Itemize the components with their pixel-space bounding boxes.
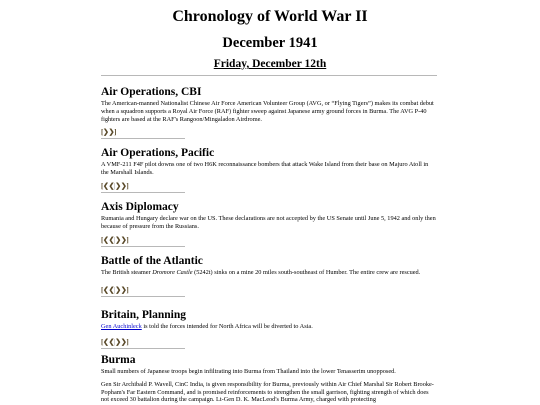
page-subtitle: December 1941 — [222, 35, 318, 51]
section-axis-diplomacy — [101, 201, 437, 247]
section-nav — [101, 286, 437, 294]
section-text — [101, 323, 437, 331]
ship-name: Dromore Castle — [152, 269, 193, 276]
section-air-operations-pacific — [101, 147, 437, 193]
nav-separator: | — [114, 235, 116, 244]
page-title: Chronology of World War II — [172, 8, 368, 25]
nav-bracket-close: ] — [126, 235, 129, 244]
previous-icon[interactable]: ❮❮ — [103, 337, 115, 346]
nav-bracket-close: ] — [114, 128, 117, 137]
nav-bracket-open: [ — [101, 337, 104, 346]
previous-icon[interactable]: ❮❮ — [103, 181, 115, 190]
nav-bracket-open: [ — [101, 128, 104, 137]
section-nav — [101, 236, 437, 244]
nav-bracket-close: ] — [126, 337, 129, 346]
section-heading: Axis Diplomacy — [101, 201, 179, 213]
section-air-operations-cbi — [101, 86, 437, 139]
section-divider — [101, 138, 185, 139]
previous-icon[interactable]: ❮❮ — [103, 235, 115, 244]
previous-icon[interactable]: ❮❮ — [103, 285, 115, 294]
text-after: (5242t) sinks on a mine 20 miles south-southeast of Humber. The entire crew are rescued. — [192, 269, 421, 276]
section-heading: Burma — [101, 354, 136, 366]
auchinleck-link[interactable]: Gen Auchinleck — [101, 323, 142, 330]
section-text — [101, 269, 437, 277]
next-icon[interactable]: ❯❯ — [103, 128, 115, 137]
section-burma — [101, 354, 437, 404]
section-divider — [101, 246, 185, 247]
section-text: A VMF-211 F4F pilot downs one of two H6K reconnaissance bombers that attack Wake Island from their base on Majuro Atoll in the Marshall Islands. — [101, 161, 429, 176]
section-nav — [101, 338, 437, 346]
next-icon[interactable]: ❯❯ — [115, 181, 127, 190]
next-icon[interactable]: ❯❯ — [115, 235, 127, 244]
nav-bracket-close: ] — [126, 181, 129, 190]
nav-bracket-open: [ — [101, 235, 104, 244]
section-heading: Britain, Planning — [101, 309, 186, 321]
nav-bracket-open: [ — [101, 285, 104, 294]
section-text: Small numbers of Japanese troops begin infiltrating into Burma from Thailand into the lower Tenasserim unopposed. — [101, 368, 396, 375]
nav-bracket-open: [ — [101, 181, 104, 190]
next-icon[interactable]: ❯❯ — [115, 337, 127, 346]
section-battle-of-the-atlantic — [101, 255, 437, 297]
section-heading: Air Operations, Pacific — [101, 147, 215, 159]
nav-bracket-close: ] — [126, 285, 129, 294]
section-nav — [101, 182, 437, 190]
top-divider — [101, 75, 437, 76]
section-britain-planning — [101, 309, 437, 349]
date-heading: Friday, December 12th — [213, 58, 327, 70]
section-nav — [101, 128, 437, 136]
section-divider — [101, 296, 185, 297]
section-text: Rumania and Hungary declare war on the US. These declarations are not accepted by the US Senate until June 5, 1942 and only then because of pressure from the Russians. — [101, 215, 436, 230]
nav-separator: | — [114, 337, 116, 346]
nav-separator: | — [114, 285, 116, 294]
text-after: is told the forces intended for North Africa will be diverted to Asia. — [141, 323, 313, 330]
section-heading: Battle of the Atlantic — [101, 255, 203, 267]
section-divider — [101, 192, 185, 193]
nav-separator: | — [114, 181, 116, 190]
section-heading: Air Operations, CBI — [101, 86, 202, 98]
text-before: The British steamer — [101, 269, 153, 276]
section-text-2: Gen Sir Archibald P. Wavell, CinC India, is given responsibility for Burma, previously within Air Chief Marshal Sir Robert Brooke-Popham's Far Eastern Command, and is promised reinforcements to strengthen the small garrison, fighting strength of which does not exceed 30 battalion during the campaign. Lt-Gen D. K. MacLeod's Burma Army, charged with protecting — [101, 380, 434, 404]
next-icon[interactable]: ❯❯ — [115, 285, 127, 294]
section-divider — [101, 348, 185, 349]
section-text: The American-manned Nationalist Chinese Air Force American Volunteer Group (AVG, or “Flying Tigers”) makes its combat debut when a squadron supports a Royal Air Force (RAF) fighter sweep against Japanese army ground forces in Burma. The AVG P-40 fighters are based at the RAF's Rangoon/Mingaladon Airdrome. — [101, 100, 434, 123]
